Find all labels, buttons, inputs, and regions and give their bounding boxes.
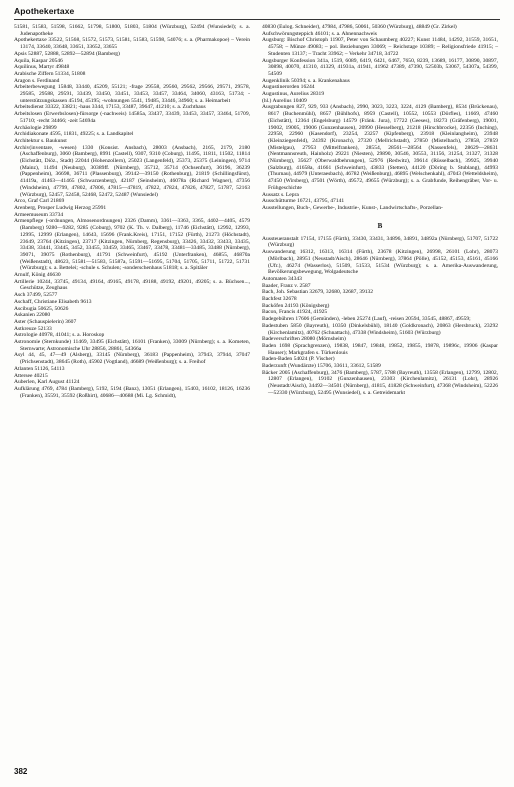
index-entry: Bacon, Francis 41924, 41925 [262, 309, 328, 316]
index-entry: Archiv(inventare, -wesen) 1330 (Konsist. Ansbach), 28003 (Ansbach), 2165, 2179, 2180 (Aschaffenburg), 3060 (Bamberg), 8991 (Castell), 9307, 9310 (Coburg), 11495, 11811, 11502, 11814 (Eichstätt, Diöz., Stadt) 22044 (Hohenzollern), 25023 (Langenfeld), 25373, 25375 (Leiningen), 9714 (Mainz), 11494 (Neuburg), 30389ff. (Nürnberg), 35712, 35714 (Ochsenfurt), 36196, 36239 (Pappenheim), 36698, 36711 (Plassenburg), 39142—39150 (Rothenburg), 21819 (Schillingsfürst), 41419a, 41463—41465 (Schwarzenberg), 42187 (Seinsheim), 46078a (Richard Wagner), 47356 (Windsheim), 47799, 47802, 47806, 47815—47819, 47822, 47824, 47826, 47827, 51787, 52163 (Würzburg), 52457, 52458, 52468, 52472, 52487 (Wunsiedel) [14, 144, 250, 198]
index-entry: Bach, Joh. Sebastian 32679, 32680, 32687, 39132 [262, 289, 374, 296]
index-entry: Archäologie 29899 [14, 124, 57, 131]
right-column [262, 24, 498, 397]
index-entry: Asch 37499, 52577 [14, 292, 58, 299]
index-entry: Astrologie 40978, 41041; s. a. Horoskop [14, 332, 105, 339]
index-entry: Arabische Ziffern 51334, 51808 [14, 70, 86, 77]
right-entry-list-a [262, 24, 498, 212]
index-entry: Baader, Franz v. 2587 [262, 282, 311, 289]
index-entry: Aussatz s. Lepra [262, 191, 299, 198]
index-entry: Augustinerorden 16244 [262, 84, 315, 91]
index-entry: Bäcker 2005 (Aschaffenburg), 3476 (Bamberg), 5787, 5788 (Bayreuth), 13558 (Erlangen), 12799, 12802, 12807 (Erlangen), 19102 (Gunzenhausen), 23303 (Kirchenlamitz), 26131 (Lohr), 28926 (Neustadt/Aisch), 34492—34501 (Nürnberg), 41815, 41828 (Schweinfurt), 47368 (Windsheim), 52226—52330 (Würzburg), 52495 (Wunsiedel), s. a. Getreidemarkt [262, 369, 498, 396]
index-entry: Arenberg, Prosper Ludwig Herzog 25991 [14, 204, 107, 211]
index-entry: Augsburger Konfession 341a, 1519, 6089, 6419, 6421, 6467, 7650, 8239, 13689, 16177, 30890, 30897, 30898, 40070, 41310, 41329, 41931a, 41941, 41962 47389, 47390, 52503b, 53067, 54307a, 54399, 54509 [262, 57, 498, 77]
index-entry: Archidiakonate 4595, 11831, 49225; s. a. Landkapitel [14, 131, 134, 138]
index-entry: Badestuben 5850 (Bayreuth), 10350 (Dinkelsbühl), 18140 (Goldkronach), 20863 (Hersbruck), 23292 (Kirchenlamitz), 40762 (Schnattach), 47338 (Windsheim), 51603 (Würzburg) [262, 322, 498, 336]
index-entry: Aussteueranstalt 17154, 17155 (Fürth), 33430, 33431, 34896, 34891, 34892a (Nürnberg), 51707, 51722 (Würzburg) [262, 235, 498, 249]
index-entry: Ausschütturme 16721, 43795, 47141 [262, 198, 345, 205]
page-number: 382 [14, 767, 28, 776]
index-entry: Auberlen, Karl August 41124 [14, 379, 80, 386]
left-column [14, 24, 250, 399]
header-rule [14, 19, 500, 20]
index-entry: Augustinus, Aurelius 28319 [262, 91, 325, 98]
index-entry: Bachfest 32678 [262, 296, 297, 303]
index-entry: Auswanderung 16312, 16313, 16314 (Fürth), 23678 (Kitzingen), 26998, 26101 (Lohr), 28073 (Mörlbach), 28951 (Neustadt/Aisch), 28646 (Nürnberg), 37864 (Pölle), 45152, 45153, 45161, 45166 (Ufr.), 46274 (Wasserlos), 51509, 51533, 51534 (Würzburg); s. a. Amerika-Auswanderung, Bevölkerungsbewegung, Wolgadeutsche [262, 249, 498, 276]
index-entry: Ausgrabungen 827, 929, 933 (Ansbach), 2990, 3023, 3223, 3224, 4129 (Bamberg), 8534 (Brückenau), 8617 (Buchenmühl), 8657 (Bühlhofs), 8959 (Castell), 10552, 10553 (Dörfles), 11669, 47460 (Eichstätt), 12364 (Engelsburg) 14579 (Fränk. Jura), 17722 (Geeses), 18273 (Gräfenberg), 19001, 19002, 19005, 19006 (Gunzenhausen), 20990 (Hesselberg), 21218 (Hirschbrocke), 22356 (Inching), 22958, 22960 (Kasendorf), 23254, 23257 (Kipfenberg), 23918 (Kleinlangheim), 23948 (Kleinziegenfeld), 24392 (Kronach), 27320 (Mellrichstadt), 27850 (Mistelbach), 27858, 27859 (Mistelgau), 27953 (Mittelfranken), 28554, 28561—28564 (Nassenfels), 28629—28631 (Nentmannsreuth, Hainholz) 29221 (Niesten), 29890, 30546, 30553, 31156, 31254, 31327, 31328 (Nürnberg), 35627 (Oberwaldbehrungen), 52976 (Redwitz), 39614 (Rüsselbach), 39925, 39940 (Salzburg), 41658a, 41661 (Schweinfurt), 43833 (Stetten), 44120 (Döring b. Stublang), 44993 (Thurnau), 44979 (Unteraesbach), 46782 (Weißenburg), 46895 (Welschenkahl), 47043 (Wetteldsheim), 47450 (Wirsberg), 47501 (Wörth), 49572, 49655 (Würzburg); s. a. Grabfunde, Reihengräber, Vor- u. Frühgeschichte [262, 104, 498, 191]
index-entry: Badeverschriften 28080 (Mörnsheim) [262, 336, 346, 343]
right-entry-list-b [262, 236, 498, 397]
index-entry: Augenklinik 50394; s. a. Krankenahaus [262, 77, 350, 84]
index-entry: Aufklärung 4769, 4784 (Bamberg), 5192, 5194 (Banz), 13051 (Erlangen), 15403, 16102, 18126, 16236 (Franken), 35591, 35592 (Roßhirt), 40686—40688 (Mi. Lg. Schmidt), [14, 385, 250, 399]
index-entry: Baden 1698 (Sprachgrenzen), 19838, 19847, 19848, 19852, 19855, 19878, 19896c, 19906 (Kaspar Hauser); Markgrafen s. Türkenlouis [262, 342, 498, 356]
index-entry: Artillerie 10244, 33745, 49134, 49164, 49165, 49178, 49188, 49192, 49201, 49205; s. a. Büchsen..., Geschütze, Zeughaus [14, 278, 250, 292]
index-entry: Astronomie (Sternkunde) 11469, 33495 (Eichstätt), 16101 (Franken), 33009 (Nürnberg); s. a. Kometen, Sternwarte; Astronomische Uhr 28856, 28861, 54366a [14, 339, 250, 352]
index-entry: Attersee 40215 [14, 372, 48, 379]
index-entry: Atlanten 51126, 54113 [14, 365, 65, 372]
section-letter: B [377, 221, 383, 230]
index-entry: Badegebühren 17606 (Gemünden), -leben 25274 (Lauf), -reisen 20594, 33545, 48867, 49559; [262, 316, 471, 323]
index-entry: Backöfen 24193 (Königsberg) [262, 302, 330, 309]
index-entry: Aquilinus, Martyr 49848 [14, 64, 70, 71]
index-entry: Askanien 22080 [14, 312, 51, 319]
index-entry: Armeemuseum 33734 [14, 211, 64, 218]
index-entry: Arbeiterbewegung 15848, 33440, 45209, 55121; -frage 29558, 29560, 29562, 29566, 29571, 29578, 29585, 29588, 29591, 33439, 33450, 33451, 33453, 33457, 33464, 34060, 43163, 51734; -unterstützungskassen 45194, 45195; -wohnungen 5541, 19485, 33446, 34960; s. a. Heimarbeit [14, 84, 250, 104]
index-entry: Augsburg: Bischof Christoph 11907, Peter von Schaumberg 40227; Kunst 11484, 14292, 31559, 31651, 45758; – Münze 49083; – pol. Beziehungen 33069; – Reichstage 10389; – Religionsfriede 41915; – Studenten 13137; – Tracht 33962; – Verkehr 34718, 34722 [262, 37, 498, 57]
index-entry: Ascibugia 50625, 50626 [14, 305, 69, 312]
index-entry: Astkreuze 52133 [14, 325, 52, 332]
index-entry: Arbeitsdienst 33322, 33821; -haus 3344, 17153, 33487, 39647, 41210; s. a. Zuchthaus [14, 104, 206, 111]
index-entry: Aufschwörungsteppich 46101; s. a. Ahnennachweis [262, 30, 377, 37]
index-entry: (hl.) Aurelius 10409 [262, 97, 307, 104]
index-entry: Arbeitslosen (Erwerbslosen)-fürsorge (-nachweis) 14585a, 33437, 33439, 33453, 33457, 33464, 51709, 51710; -recht 34466; -zeit 54694a [14, 111, 250, 124]
index-entry: Aschaff, Christiane Elisabeth 9613 [14, 298, 92, 305]
index-entry: Architektur s. Baukunst [14, 137, 67, 144]
index-entry: Armenpflege (-ordnungen, Almosenordnungen) 2326 (Damm), 3361—3363, 3365, 4402—4405, 4579 (Bamberg) 9280—9282, 9285 (Coburg), 9702 (K. Th. v. Dalberg), 11746 (Eichstätt), 12992, 12993, 12995, 12999 (Erlangen), 14643, 15696 (Frank.Kreis), 17151, 17152 (Fürth), 21273 (Höchstadt), 23649, 23764 (Kitzingen), 23717 (Kitzingen, Nürnberg, Regensburg), 33426, 33432, 33433, 33435, 33438, 33441, 33445, 3452, 33455, 33459, 33465, 33467, 33478, 33481—33485, 33488 (Nürnberg), 39071, 39075 (Rothenburg), 41791 (Schweinfurt), 45192 (Unterfranken), 46855, 46870a (Weißenstadt), 48623, 51581—51583, 51587a, 51591—51695, 51704, 51705, 51711, 51722, 51731 (Würzburg); s. a. Bettelei; -schule s. Schulen; -sonderschenhaus 51818; s. a. Spitäler [14, 218, 250, 272]
index-entry: 40830 (Eulog. Schneider), 47984, 47986, 50061, 50360 (Würzburg), 48849 (Gr. Zirkel) [262, 24, 457, 30]
index-entry: Aragon s. Ferdinand [14, 77, 60, 84]
index-entry: Automaten 34343 [262, 275, 302, 282]
index-entry: Ausstellungen, Buch-, Gewerbe-, Industrie-, Kunst-, Landwirtschafts-, Porzellan- [262, 204, 443, 211]
left-entry-list [14, 24, 250, 399]
index-entry: Arco, Graf Carl 21869 [14, 198, 65, 205]
index-entry: Apothekertaxe 33522, 51568, 51572, 51573, 51581, 51583, 51598, 54076; s. a. (Pharmakopoe) – Verein 13174, 33640, 33648, 33651, 33652, 33655 [14, 37, 250, 51]
index-entry: Aquila, Kaspar 20546 [14, 57, 63, 64]
index-entry: Baden-Baden 54024 (P. Vischer) [262, 356, 335, 363]
index-entry: 51581, 51583, 51598, 51662, 51798, 51800, 51803, 51804 (Würzburg), 52494 (Wunsiedel); s. a. Judenapotheke [14, 24, 250, 37]
index-entry: Apsis 52887, 52888, 52892—52894 (Bamberg) [14, 50, 120, 57]
index-entry: Baderzunft (Wundärzte) 15706, 33611, 33612, 51589 [262, 363, 381, 370]
running-head: Apothekertaxe [14, 6, 75, 16]
index-entry: Asyl 44, 45, 47—49 (Alsberg), 33145 (Nürnberg), 36183 (Pappenheim), 37943, 37944, 37047 (Prichsenstadt), 38645 (Roth), 45902 (Vogtland), 46689 (Weißenburg); s. a. Freihof [14, 352, 250, 366]
index-entry: Aster (Schauspielerin) 3607 [14, 318, 77, 325]
index-entry: Arnulf, König 46630 [14, 272, 61, 279]
